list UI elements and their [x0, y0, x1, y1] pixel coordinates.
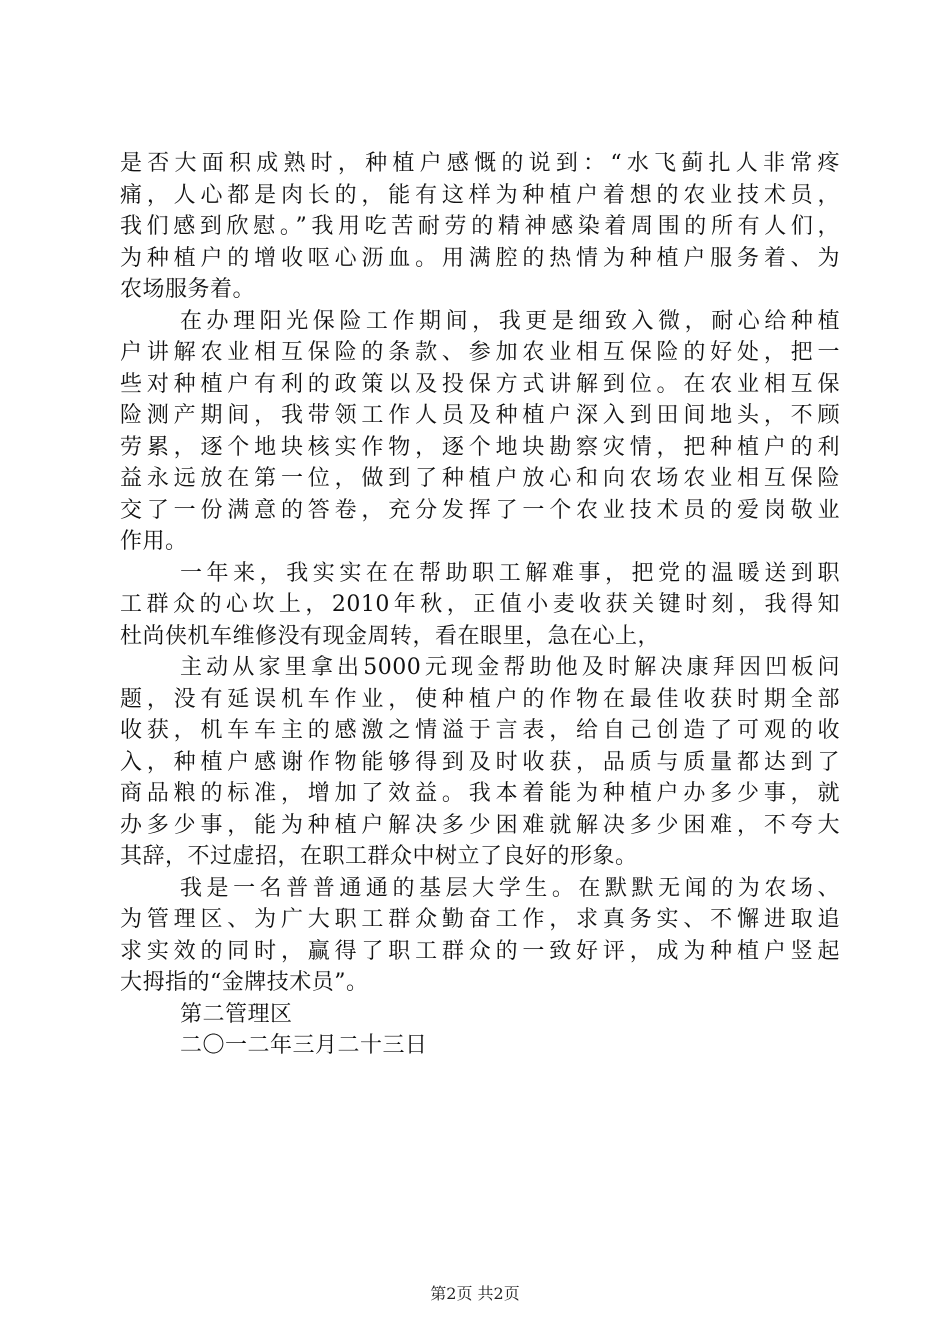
text-line: 我是一名普普通通的基层大学生。在默默无闻的为农场、: [180, 875, 840, 901]
text-line: 在办理阳光保险工作期间，我更是细致入微，耐心给种植: [180, 308, 840, 334]
text-line: 入，种植户感谢作物能够得到及时收获，品质与质量都达到了: [120, 749, 840, 775]
page-number-footer: 第2页 共2页: [430, 1284, 520, 1303]
text-line: 求实效的同时，赢得了职工群众的一致好评，成为种植户竖起: [120, 938, 840, 964]
text-line: 题，没有延误机车作业，使种植户的作物在最佳收获时期全部: [120, 686, 840, 712]
text-line: 我们感到欣慰。”我用吃苦耐劳的精神感染着周围的所有人们，: [120, 214, 840, 239]
text-line: 劳累，逐个地块核实作物，逐个地块勘察灾情，把种植户的利: [120, 434, 840, 460]
text-line: 交了一份满意的答卷，充分发挥了一个农业技术员的爱岗敬业: [120, 497, 840, 523]
text-line: 其辞，不过虚招，在职工群众中树立了良好的形象。: [120, 844, 638, 869]
text-line: 大拇指的“金牌技术员”。: [120, 970, 369, 995]
text-line: 为种植户的增收呕心沥血。用满腔的热情为种植户服务着、为: [120, 245, 840, 271]
text-line: 商品粮的标准，增加了效益。我本着能为种植户办多少事，就: [120, 781, 840, 806]
text-line: 杜尚侠机车维修没有现金周转，看在眼里，急在心上，: [120, 623, 661, 649]
text-line: 农场服务着。: [120, 277, 256, 302]
signature-organization: 第二管理区: [180, 1001, 293, 1027]
text-line: 些对种植户有利的政策以及投保方式讲解到位。在农业相互保: [120, 371, 840, 397]
text-line: 益永远放在第一位，做到了种植户放心和向农场农业相互保险: [120, 466, 840, 491]
text-line: 一年来，我实实在在帮助职工解难事，把党的温暖送到职: [180, 560, 840, 586]
signature-date: 二〇一二年三月二十三日: [180, 1033, 428, 1058]
text-line: 户讲解农业相互保险的条款、参加农业相互保险的好处，把一: [120, 340, 840, 365]
text-line: 作用。: [120, 529, 188, 554]
text-line: 办多少事，能为种植户解决多少困难就解决多少困难，不夸大: [120, 812, 840, 838]
text-line: 主动从家里拿出5000元现金帮助他及时解决康拜因凹板问: [180, 655, 840, 680]
document-body: [120, 148, 840, 1062]
text-line: 收获，机车车主的感激之情溢于言表，给自己创造了可观的收: [120, 718, 840, 743]
text-line: 痛，人心都是肉长的，能有这样为种植户着想的农业技术员，: [120, 182, 840, 208]
text-line: 为管理区、为广大职工群众勤奋工作，求真务实、不懈进取追: [120, 907, 840, 932]
text-line: 险测产期间，我带领工作人员及种植户深入到田间地头，不顾: [120, 403, 840, 428]
text-line: 是否大面积成熟时，种植户感慨的说到：“水飞蓟扎人非常疼: [120, 151, 840, 176]
text-line: 工群众的心坎上，2010年秋，正值小麦收获关键时刻，我得知: [120, 592, 840, 617]
